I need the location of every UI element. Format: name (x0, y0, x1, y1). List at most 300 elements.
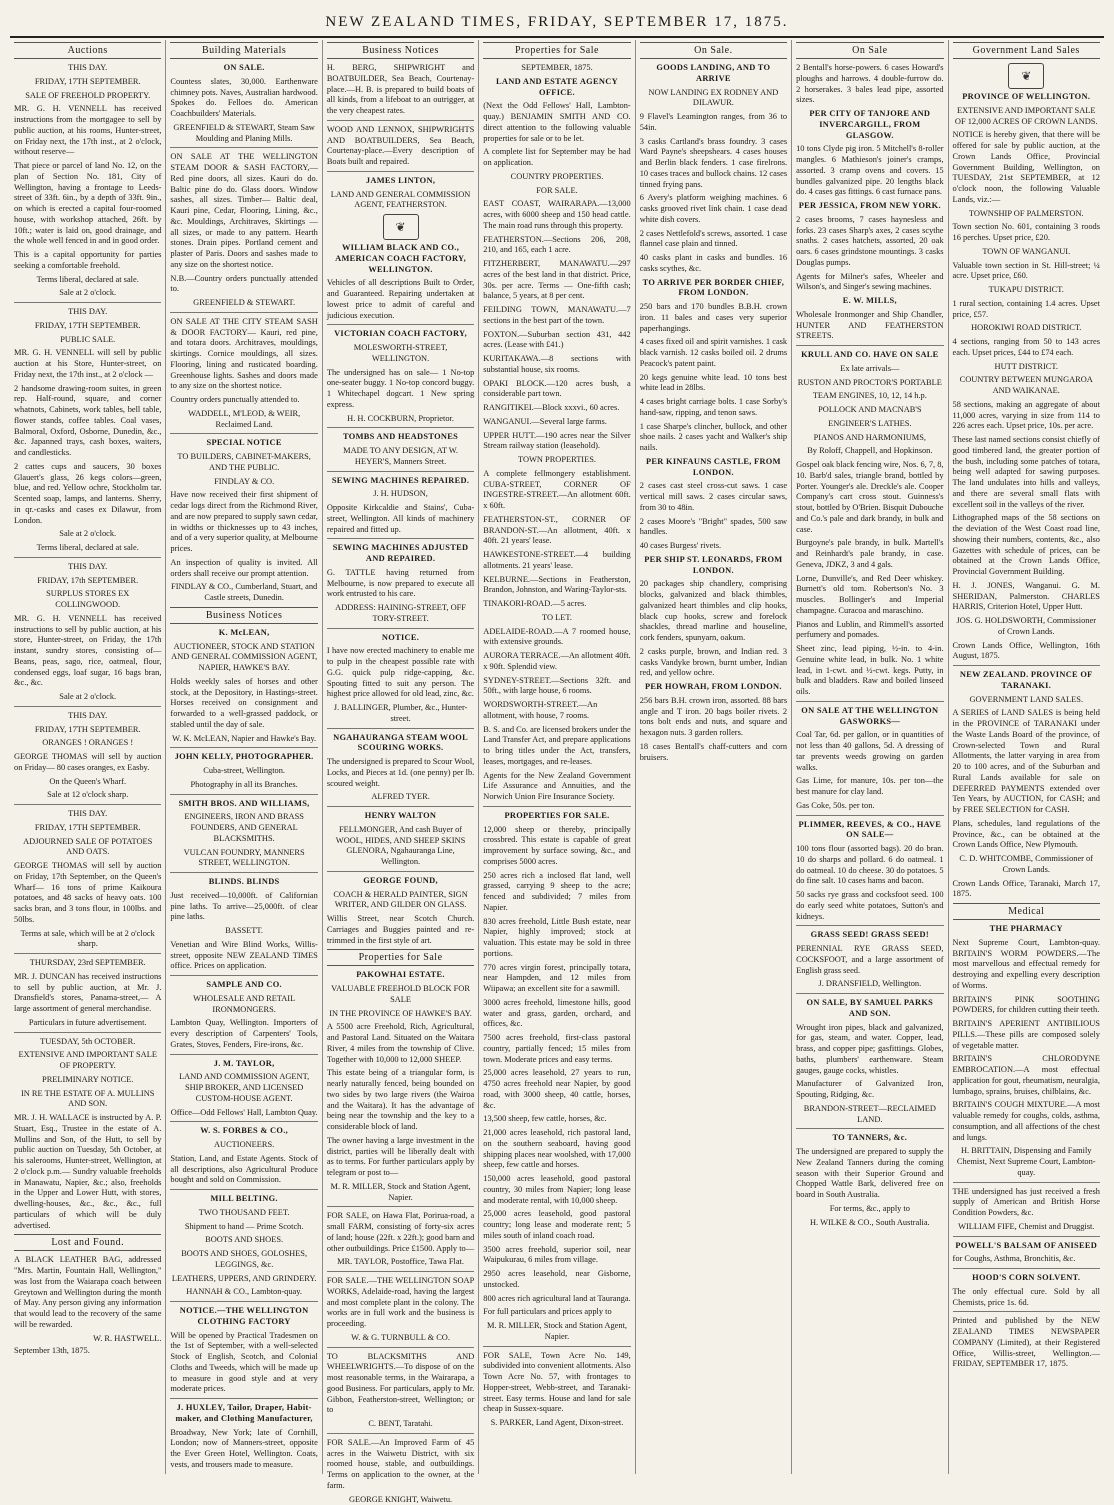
ad-text: PIANOS AND HARMONIUMS, (796, 433, 943, 444)
ad-text: IN RE THE ESTATE OF A. MULLINS AND SON. (14, 1089, 161, 1111)
ad-text: Plans, schedules, land regulations of the Province, &c., can be obtained at the Crown Lands Office, New Plymouth. (953, 819, 1100, 851)
ad-text: Station, Land, and Estate Agents. Stock of all descriptions, also Agricultural Produce bought and sold on Commission. (170, 1154, 317, 1186)
section-heading: Business Notices (170, 607, 317, 624)
ad-text: Country orders punctually attended to. (170, 395, 317, 406)
ad-text: Printed and published by the NEW ZEALAND TIMES NEWSPAPER COMPANY (Limited), at their Registered Office, Willis-street, Wellington.—FRIDAY, SEPTEMBER 17, 1875. (953, 1316, 1100, 1370)
ad-divider (170, 794, 317, 795)
ad-text: Lorne, Dunville's, and Red Deer whiskey. Burnett's old tom. Robertson's No. 3 muscles. Bollinger's and Imperial champagne. Curacoa and maraschino. (796, 574, 943, 617)
ad-text: I have now erected machinery to enable me to pulp in the cheapest possible rate with G.G. quick pulp ridge-capping, &c. Spouting fitted to suit any person. The highest price allowed for old lead, zinc, &c. (327, 646, 474, 700)
ad-heading: BLINDS. BLINDS (170, 877, 317, 888)
ad-text: THIS DAY. (14, 63, 161, 74)
ad-text: PERENNIAL RYE GRASS SEED, COCKSFOOT, and a large assortment of English grass seed. (796, 944, 943, 976)
newspaper-column-6 (792, 40, 948, 1474)
ad-text: BRITAIN'S CHLORODYNE EMBROCATION.—A most effectual application for gout, rheumatism, neuralgia, lumbago, sprains, bruises, chilblains, &c. (953, 1054, 1100, 1097)
ad-text: Crown Lands Office, Taranaki, March 17, 1875. (953, 879, 1100, 901)
ad-heading: PER KINFAUNS CASTLE, FROM LONDON. (640, 457, 787, 479)
ad-divider (483, 1346, 630, 1347)
ad-text: HUTT DISTRICT. (953, 362, 1100, 373)
ad-text: Broadway, New York; late of Cornhill, London; now of Manners-street, opposite the Ever Green Hotel, Wellington. Coats, vests, and trousers made to measure. (170, 1428, 317, 1471)
ad-text: C. D. WHITCOMBE, Commissioner of Crown Lands. (953, 854, 1100, 876)
ad-divider (327, 1271, 474, 1272)
ad-divider (327, 538, 474, 539)
ad-heading: JOHN KELLY, PHOTOGRAPHER. (170, 752, 317, 763)
ad-text: FRIDAY, 17TH SEPTEMBER. (14, 725, 161, 736)
ad-text: EXTENSIVE AND IMPORTANT SALE OF 12,000 ACRES OF CROWN LANDS. (953, 106, 1100, 128)
ad-text: H. H. COCKBURN, Proprietor. (327, 414, 474, 425)
ad-divider (170, 312, 317, 313)
ad-text: KELBURNE.—Sections in Featherston, Brandon, Johnston, and Waring-Taylor-sts. (483, 575, 630, 597)
ad-text: For full particulars and prices apply to (483, 1307, 630, 1318)
ad-text: MOLESWORTH-STREET, WELLINGTON. (327, 343, 474, 365)
ad-text: Willis Street, near Scotch Church. Carriages and Buggies painted and re-trimmed in the first style of art. (327, 914, 474, 946)
ad-text: WILLIAM FIFE, Chemist and Druggist. (953, 1222, 1100, 1233)
ad-text: TOWN OF WANGANUI. (953, 247, 1100, 258)
ad-text: 2 casks purple, brown, and Indian red. 3 casks Vandyke brown, burnt umber, Indian red, and yellow ochre. (640, 647, 787, 679)
ad-text: ADDRESS: HAINING-STREET, OFF TORY-STREET. (327, 603, 474, 625)
ad-text: 7500 acres freehold, first-class pastoral country, partially fenced; 15 miles from town. Moderate prices and easy terms. (483, 1033, 630, 1065)
ad-text: Have now received their first shipment of cedar logs direct from the Richmond River, and are now prepared to supply sawn cedar, in widths or thicknesses up to 43 inches, and of a very superior quality, at Melbourne prices. (170, 490, 317, 555)
ad-heading: LAND AND ESTATE AGENCY OFFICE. (483, 77, 630, 99)
coat-of-arms-icon: ❦ (383, 214, 419, 240)
ad-text: An inspection of quality is invited. All orders shall receive our prompt attention. (170, 558, 317, 580)
ad-text: For terms, &c., apply to (796, 1204, 943, 1215)
ad-text: On the Queen's Wharf. (14, 777, 161, 788)
ad-text: TOWNSHIP OF PALMERSTON. (953, 209, 1100, 220)
ad-heading: GEORGE FOUND, (327, 876, 474, 887)
ad-text: FOR SALE. (483, 186, 630, 197)
ad-divider (796, 1128, 943, 1129)
ad-heading: HOOD'S CORN SOLVENT. (953, 1273, 1100, 1284)
column-container (10, 40, 1104, 1474)
ad-text: FELLMONGER, And cash Buyer of WOOL, HIDES, AND SHEEP SKINS GLENORA, Ngahauranga Line, Wellington. (327, 825, 474, 868)
ad-text: GREENFIELD & STEWART. (170, 298, 317, 309)
ad-heading: PROVINCE OF WELLINGTON. (953, 92, 1100, 103)
ad-divider (170, 1121, 317, 1122)
ad-heading: PER HOWRAH, FROM LONDON. (640, 682, 787, 693)
ad-text: NOW LANDING EX RODNEY AND DILAWUR. (640, 88, 787, 110)
ad-text: AUCTIONEERS. (170, 1140, 317, 1151)
ad-text: MR. TAYLOR, Postoffice, Tawa Flat. (327, 1257, 474, 1268)
ad-text: 2950 acres leasehold, near Gisborne, unstocked. (483, 1269, 630, 1291)
ad-text: 1 case Sharpe's clincher, bullock, and other shoe nails. 2 cases yacht and Walker's ship nails. (640, 422, 787, 454)
ad-text: 9 Flavel's Leamington ranges, from 36 to 54in. (640, 112, 787, 134)
ad-text: 150,000 acres leasehold, good pastoral country, 30 miles from Napier; long lease and moderate rental, with 10,000 sheep. (483, 1174, 630, 1206)
ad-text: M. R. MILLER, Stock and Station Agent, Napier. (483, 1321, 630, 1343)
ad-heading: WILLIAM BLACK AND CO., AMERICAN COACH FACTORY, WELLINGTON. (327, 243, 474, 275)
ad-text: WADDELL, M'LEOD, & WEIR, Reclaimed Land. (170, 409, 317, 431)
ad-text: FRIDAY, 17TH SEPTEMBER. (14, 77, 161, 88)
ad-text: 2 handsome drawing-room suites, in green rep. Half-round, square, and corner whatnots, Cabinets, work tables, bell table, flower stands, coffee tables. Coal vases, Balmoral, Oxford, Osborne, Dunedin, &c., &c. Japanned trays, cash boxes, waiters, and candlesticks. (14, 384, 161, 459)
ad-heading: PAKOWHAI ESTATE. (327, 970, 474, 981)
ad-heading: POWELL'S BALSAM OF ANISEED (953, 1241, 1100, 1252)
ad-text: A SERIES of LAND SALES is being held in the PROVINCE of TARANAKI under the Waste Lands Board of the province, of Crown-selected Town and Rural Allotments, the latter varying in area from 20 to 100 acres, and of the Suburban and Rural Lands available for sale on DEFERRED PAYMENTS extended over Ten Years, by AUCTION, for CASH; and by FREE SELECTION for CASH. (953, 708, 1100, 816)
ad-heading: SMITH BROS. AND WILLIAMS, (170, 799, 317, 810)
ad-heading: J. M. TAYLOR, (170, 1059, 317, 1070)
ad-text: Sale at 2 o'clock. (14, 529, 161, 540)
ad-text: J. DRANSFIELD, Wellington. (796, 979, 943, 990)
ad-text: THIS DAY. (14, 711, 161, 722)
ad-divider (14, 1032, 161, 1033)
newspaper-column-3 (323, 40, 479, 1474)
ad-text: S. PARKER, Land Agent, Dixon-street. (483, 1418, 630, 1429)
ad-heading: E. W. MILLS, (796, 296, 943, 307)
ad-text: 100 tons flour (assorted bags). 20 do bran. 10 do sharps and pollard. 6 do oatmeal. 1 do oatmeal. 10 do cheese. 30 do potatoes. 5 do fine salt. 10 cases hams and bacon. (796, 844, 943, 887)
ad-text: BRITAIN'S PINK SOOTHING POWDERS, for children cutting their teeth. (953, 995, 1100, 1017)
ad-text: NOTICE is hereby given, that there will be offered for sale by public auction, at the Crown Lands Office, Provincial Government Building, Wellington, on TUESDAY, 21st SEPTEMBER, at 12 o'clock noon, the following Valuable Lands, viz.:— (953, 130, 1100, 205)
ad-divider (327, 628, 474, 629)
ad-text: FINDLAY & CO. (170, 477, 317, 488)
ad-text: Burgoyne's pale brandy, in bulk. Martell's and Reinhardt's pale brandy, in case. Geneva, JDKZ, 3 and 4 gals. (796, 538, 943, 570)
ad-heading: NEW ZEALAND. PROVINCE OF TARANAKI. (953, 670, 1100, 692)
ad-text: ALFRED TYER. (327, 792, 474, 803)
ad-heading: TO TANNERS, &c. (796, 1133, 943, 1144)
ad-text: Agents for Milner's safes, Wheeler and Wilson's, and Singer's sewing machines. (796, 272, 943, 294)
ad-heading: TO ARRIVE PER BORDER CHIEF, FROM LONDON. (640, 278, 787, 300)
ad-text: 2 cases Nettlefold's screws, assorted. 1 case flannel case plain and tinned. (640, 229, 787, 251)
ad-text: EXTENSIVE AND IMPORTANT SALE OF PROPERTY. (14, 1050, 161, 1072)
section-heading: On Sale. (640, 42, 787, 59)
ad-text: Sale at 2 o'clock. (14, 692, 161, 703)
ad-text: FRIDAY, 17th SEPTEMBER. (14, 576, 161, 587)
ad-text: BRITAIN'S COUGH MIXTURE.—A most valuable remedy for coughs, colds, asthma, consumption, and all affections of the chest and lungs. (953, 1100, 1100, 1143)
ad-text: MR. G. H. VENNELL has received instructions to sell by public auction, at his store, Hunter-street, on Friday, the 17th instant, sundry stores, consisting of— Beans, peas, sago, rice, oatmeal, flour, condensed eggs, loaf sugar, 16 bags bran, &c., &c. (14, 614, 161, 689)
ad-text: Terms at sale, which will be at 2 o'clock sharp. (14, 929, 161, 951)
ad-text: MR. G. H. VENNELL will sell by public auction at his Store, Hunter-street, on Friday next, the 17th inst., at 2 o'clock — (14, 348, 161, 380)
ad-text: COUNTRY PROPERTIES. (483, 172, 630, 183)
ad-text: AURORA TERRACE.—An allotment 40ft. x 90ft. Splendid view. (483, 651, 630, 673)
ad-text: SALE OF FREEHOLD PROPERTY. (14, 91, 161, 102)
ad-text: J. BALLINGER, Plumber, &c., Hunter-street. (327, 703, 474, 725)
ad-text: Ex late arrivals— (796, 364, 943, 375)
ad-text: OPAKI BLOCK.—120 acres bush, a considerable part town. (483, 379, 630, 401)
ad-text: HOROKIWI ROAD DISTRICT. (953, 323, 1100, 334)
ad-divider (327, 728, 474, 729)
ad-text: GEORGE THOMAS will sell by auction on Friday— 80 cases oranges, ex Easby. (14, 752, 161, 774)
coat-of-arms-icon: ❦ (1008, 63, 1044, 89)
ad-text: These last named sections consist chiefly of good timbered land, the greater portion of the bush, including some patches of totara, being well adapted for sawing purposes. The land undulates into hills and valleys, and there are several small flats with excellent soil in the valleys of the river. (953, 435, 1100, 510)
section-heading: On Sale (796, 42, 943, 59)
ad-divider (327, 120, 474, 121)
ad-text: FOR SALE, Town Acre No. 149, subdivided into convenient allotments. Also Town Acre No. 57, with frontages to Hopper-street, Webb-street, and Taranaki-street. Easy terms. House and land for sale cheap in Sussex-square. (483, 1351, 630, 1416)
ad-text: UPPER HUTT.—190 acres near the Silver Stream railway station (leasehold). (483, 431, 630, 453)
ad-text: MADE TO ANY DESIGN, AT W. HEYER'S, Manners Street. (327, 446, 474, 468)
ad-divider (953, 1311, 1100, 1312)
ad-text: FEILDING TOWN, MANAWATU.—7 sections in the best part of the town. (483, 305, 630, 327)
ad-heading: PER JESSICA, FROM NEW YORK. (796, 201, 943, 212)
ad-text: MR. J. DUNCAN has received instructions to sell by public auction, at Mr. J. Dransfield's stores, Panama-street,— A large assortment of general merchandise. (14, 972, 161, 1015)
ad-divider (483, 806, 630, 807)
ad-text: BASSETT. (170, 926, 317, 937)
ad-heading: ON SALE, BY SAMUEL PARKS AND SON. (796, 998, 943, 1020)
ad-heading: TOMBS AND HEADSTONES (327, 432, 474, 443)
ad-text: Office—Odd Fellows' Hall, Lambton Quay. (170, 1108, 317, 1119)
ad-text: EAST COAST, WAIRARAPA.—13,000 acres, with 6000 sheep and 150 head cattle. The main road runs through this property. (483, 199, 630, 231)
ad-text: Crown Lands Office, Wellington, 16th August, 1875. (953, 641, 1100, 663)
ad-divider (327, 171, 474, 172)
ad-text: This estate being of a triangular form, is nearly naturally fenced, being bounded on two sides by two large rivers (the Wairoa and the Waitara). It has the advantage of being near the township and the key to a considerable block of land. (327, 1068, 474, 1133)
ad-text: FEATHERSTON-ST., CORNER OF BRANDON-ST.—An allotment, 40ft. x 40ft. 21 years' lease. (483, 515, 630, 547)
ad-text: Lithographed maps of the 58 sections on the deviation of the West Coast road line, showing their numbers, contents, &c., also Gazettes with schedule of prices, can be obtained at the Crown Lands Office, Provincial Government Building. (953, 513, 1100, 578)
ad-text: Town section No. 601, containing 3 roods 16 perches. Upset price, £20. (953, 222, 1100, 244)
ad-text: 6 Avery's platform weighing machines. 6 casks grooved rivet link chain. 1 case dead white dish covers. (640, 193, 787, 225)
ad-text: JOS. G. HOLDSWORTH, Commissioner of Crown Lands. (953, 616, 1100, 638)
ad-text: ENGINEERS, IRON AND BRASS FOUNDERS, AND GENERAL BLACKSMITHS. (170, 812, 317, 844)
ad-text: Vehicles of all descriptions Built to Order, and Guaranteed. Repairing undertaken at lowest price to admit of careful and judicious execution. (327, 278, 474, 321)
ad-text: 3500 acres freehold, superior soil, near Waipukurau, 6 miles from village. (483, 1245, 630, 1267)
ad-text: The undersigned are prepared to supply the New Zealand Tanners during the coming season with their Superior Ground and Chopped Wattle Bark, delivered free on board in South Australia. (796, 1147, 943, 1201)
ad-text: Sale at 2 o'clock. (14, 288, 161, 299)
ad-text: Manufacturer of Galvanized Iron, Spouting, Ridging, &c. (796, 1079, 943, 1101)
ad-divider (170, 1054, 317, 1055)
ad-text: GREENFIELD & STEWART, Steam Saw Moulding and Planing Mills. (170, 123, 317, 145)
ad-text: SURPLUS STORES EX COLLINGWOOD. (14, 589, 161, 611)
ad-divider (327, 471, 474, 472)
ad-text: Gas Lime, for manure, 10s. per ton—the best manure for clay land. (796, 776, 943, 798)
ad-text: The undersigned is prepared to Scour Wool, Locks, and Pieces at 1d. (one penny) per lb. scoured weight. (327, 757, 474, 789)
ad-divider (796, 701, 943, 702)
ad-heading: SAMPLE AND CO. (170, 980, 317, 991)
ad-heading: PROPERTIES FOR SALE. (483, 811, 630, 822)
ad-text: September 13th, 1875. (14, 1346, 161, 1357)
newspaper-column-4 (479, 40, 635, 1474)
ad-text: This is a capital opportunity for parties seeking a comfortable freehold. (14, 250, 161, 272)
ad-heading: HENRY WALTON (327, 811, 474, 822)
ad-heading: SEWING MACHINES REPAIRED. (327, 476, 474, 487)
ad-text: GOVERNMENT LAND SALES. (953, 695, 1100, 706)
ad-text: Photography in all its Branches. (170, 780, 317, 791)
ad-text: That piece or parcel of land No. 12, on the plan of Section No. 181, City of Wellington, having a frontage to Leeds-street of 33ft. 6in., by a depth of 33ft. 9in., on which is erected a capital four-roomed house, with workshop attached, 26ft. by 10ft.; water is laid on, good drainage, and the whole well fenced in and in good order. (14, 161, 161, 247)
ad-divider (796, 815, 943, 816)
ad-text: N.B.—Country orders punctually attended to. (170, 274, 317, 296)
ad-heading: NOTICE.—THE WELLINGTON CLOTHING FACTORY (170, 1306, 317, 1328)
ad-text: A 5500 acre Freehold, Rich, Agricultural, and Pastoral Land. Situated on the Waitara River, 4 miles from the township of Clive. Together with 10,000 to 12,000 SHEEP. (327, 1022, 474, 1065)
ad-text: HANNAH & CO., Lambton-quay. (170, 1287, 317, 1298)
ad-divider (327, 427, 474, 428)
ad-text: GEORGE KNIGHT, Waiwetu. (327, 1495, 474, 1505)
ad-divider (14, 557, 161, 558)
ad-text: The only effectual cure. Sold by all Chemists, price 1s. 6d. (953, 1287, 1100, 1309)
ad-text: Just received—10,000ft. of Californian pine laths. To arrive—25,000ft. of clear pine laths. (170, 891, 317, 923)
ad-text: 13,500 sheep, few cattle, horses, &c. (483, 1114, 630, 1125)
ad-text: (Next the Odd Fellows' Hall, Lambton-quay.) BENJAMIN SMITH AND CO. direct attention to the following valuable properties for sale or to be let. (483, 101, 630, 144)
ad-text: By Roloff, Chappell, and Hopkinson. (796, 446, 943, 457)
ad-text: TO BLACKSMITHS AND WHEELWRIGHTS.—To dispose of on the most reasonable terms, in the Wairarapa, a good Business. For particulars, apply to Mr. Gibbon, Featherston-street, Wellington; or to (327, 1352, 474, 1417)
section-heading: Auctions (14, 42, 161, 59)
ad-text: Shipment to hand — Prime Scotch. (170, 1222, 317, 1233)
ad-text: 2 cases Moore's "Bright" spades, 500 saw handles. (640, 517, 787, 539)
ad-text: 4 sections, ranging from 50 to 143 acres each. Upset prices, £44 to £74 each. (953, 337, 1100, 359)
ad-text: ON SALE AT THE CITY STEAM SASH & DOOR FACTORY— Kauri, red pine, and totara doors. Architraves, mouldings, skirtings. Cornice mouldings, all sizes. Flooring, lining and rusticated boarding. Greenhouse lights. Sashes and doors made to any size on the shortest notice. (170, 317, 317, 392)
ad-text: FINDLAY & CO., Cumberland, Stuart, and Castle streets, Dunedin. (170, 582, 317, 604)
section-heading: Medical (953, 903, 1100, 920)
ad-text: COUNTRY BETWEEN MUNGAROA AND WAIKANAE. (953, 375, 1100, 397)
ad-divider (170, 147, 317, 148)
ad-text: PUBLIC SALE. (14, 335, 161, 346)
ad-text: 2 cases brooms, 7 cases haynesless and forks. 23 cases Sharp's axes, 2 cases scythe snaths. 2 cases hatchets, assorted, 20 oak oars. 6 cases grindstone mountings. 3 casks Douglas pumps. (796, 215, 943, 269)
ad-heading: THE PHARMACY (953, 924, 1100, 935)
ad-text: 25,000 acres leasehold, 27 years to run, 4750 acres freehold near Napier, by good road, with 3000 sheep, 40 cattle, horses, &c. (483, 1068, 630, 1111)
ad-text: 2 cattes cups and saucers, 30 boxes Glauert's glass, 26 kegs colors—green, blue, and red. Yellow ochre, Stockholm tar. Scented soap, lamps, and lanterns. Sherry, in qr.-casks and cases ex Dilawur, from London. (14, 462, 161, 527)
ad-text: H. BERG, SHIPWRIGHT and BOATBUILDER, Sea Beach, Courtenay-place.—H. B. is prepared to build boats of all kinds, from a lifeboat to an outrigger, at the very cheapest rates. (327, 63, 474, 117)
ad-text: FOR SALE, on Hawa Flat, Porirua-road, a small FARM, consisting of forty-six acres of land; house (22ft. x 22ft.); good barn and other outbuildings. Price £1500. Apply to— (327, 1211, 474, 1254)
ad-text: THIS DAY. (14, 307, 161, 318)
section-heading: Properties for Sale (483, 42, 630, 59)
ad-text: 20 packages ship chandlery, comprising blocks, galvanized and black thimbles, galvanized heart thimbles and clip hooks, black cup hooks, screw and forelock shackles, thread marline and houseline, cork fenders, spunyarn, oakum. (640, 579, 787, 644)
ad-text: 250 acres rich a inclosed flat land, well grassed, carrying 9 sheep to the acre; fenced and subdivided; 7 miles from Napier. (483, 871, 630, 914)
ad-text: Coal Tar, 6d. per gallon, or in quantities of not less than 40 gallons, 5d. A dressing of tar prevents weeds growing on garden walks. (796, 730, 943, 773)
ad-text: for Coughs, Asthma, Bronchitis, &c. (953, 1254, 1100, 1265)
ad-text: 12,000 sheep or thereby, principally crossbred. This estate is capable of great improvement by surface sowing, &c., and comprises 5000 acres. (483, 825, 630, 868)
newspaper-column-5 (636, 40, 792, 1474)
ad-text: FOR SALE.—THE WELLINGTON SOAP WORKS, Adelaide-road, having the largest and most complete plant in the colony. The works are in full work and the business is proceeding. (327, 1276, 474, 1330)
ad-heading: ON SALE AT THE WELLINGTON GASWORKS— (796, 706, 943, 728)
ad-divider (953, 1268, 1100, 1269)
ad-text: TINAKORI-ROAD.—5 acres. (483, 599, 630, 610)
ad-text: 20 kegs genuine white lead. 10 tons best white lead in 28lbs. (640, 373, 787, 395)
ad-text: HAWKESTONE-STREET.—4 building allotments. 21 years' lease. (483, 550, 630, 572)
ad-text: 18 cases Bentall's chaff-cutters and corn bruisers. (640, 742, 787, 764)
ad-text: PRELIMINARY NOTICE. (14, 1075, 161, 1086)
ad-heading: PLIMMER, REEVES, & CO., HAVE ON SALE— (796, 820, 943, 842)
ad-heading: KRULL AND CO. HAVE ON SALE (796, 350, 943, 361)
ad-text: 10 tons Clyde pig iron. 5 Mitchell's 8-roller mangles. 6 Mathieson's joiner's cramps, assorted. 3 cramp ovens and covers. 15 bundles galvanized pipe. 20 lengths black do. 4 cases gas fittings. 6 cast furnace pans. (796, 144, 943, 198)
ad-heading: J. HUXLEY, Tailor, Draper, Habit-maker, and Clothing Manufacturer, (170, 1403, 317, 1425)
ad-divider (327, 806, 474, 807)
ad-text: Venetian and Wire Blind Works, Willis-street, opposite NEW ZEALAND TIMES office. Prices on application. (170, 940, 317, 972)
ad-text: Lambton Quay, Wellington. Importers of every description of Carpenters' Tools, Grates, Stoves, Fenders, Fire-irons, &c. (170, 1018, 317, 1050)
ad-text: MR. J. H. WALLACE is instructed by A. P. Stuart, Esq., Trustee in the estate of A. Mullins and Son, of the Hutt, to sell by public auction on Tuesday, 5th October, at his salerooms, Hunter-street, Wellington, at 2 o'clock p.m.— Sundry valuable freeholds in Manawatu, Napier, &c.; also, freeholds in the Upper and Lower Hutt, with stores, dwelling-houses, &c., &c., &c., full particulars of which will be duly advertised. (14, 1113, 161, 1231)
ad-text: TO LET. (483, 613, 630, 624)
ad-text: POLLOCK AND MACNAB'S (796, 405, 943, 416)
ad-divider (327, 1206, 474, 1207)
ad-text: 4 cases bright carriage bolts. 1 case Sorby's hand-saw, ripping, and tenon saws. (640, 397, 787, 419)
ad-text: 40 cases Burgess' rivets. (640, 541, 787, 552)
newspaper-column-1 (10, 40, 166, 1474)
ad-text: 830 acres freehold, Little Bush estate, near Napier, highly improved; stock at valuation. This estate may be sold in three portions. (483, 917, 630, 960)
ad-text: BRANDON-STREET—RECLAIMED LAND. (796, 1104, 943, 1126)
ad-text: 21,000 acres leasehold, rich pastoral land, on the southern seaboard, having good shipping places near woolshed, with 17,000 sheep, few cattle and horses. (483, 1128, 630, 1171)
ad-heading: NGAHAURANGA STEAM WOOL SCOURING WORKS. (327, 733, 474, 755)
ad-text: RANGITIKEI.—Block xxxvi., 60 acres. (483, 403, 630, 414)
ad-text: 3 casks Cartland's brass foundry. 3 cases Ward Payne's sheepshears. 4 cases houses and Berlin black fenders. 1 case firelrons. 10 cases traces and bullock chains. 12 cases tinned frying pans. (640, 137, 787, 191)
ad-text: ORANGES ! ORANGES ! (14, 738, 161, 749)
ad-text: H. J. JONES, Wanganui. G. M. SHERIDAN, Palmerston. CHARLES HARRIS, Criterion Hotel, Upper Hutt. (953, 581, 1100, 613)
ad-divider (327, 871, 474, 872)
ad-text: FRIDAY, 17TH SEPTEMBER. (14, 321, 161, 332)
newspaper-column-2 (166, 40, 322, 1474)
ad-text: Terms liberal, declared at sale. (14, 543, 161, 554)
ad-text: A BLACK LEATHER BAG, addressed "Mrs. Martin, Fountain Hall, Wellington," was lost from the Waiarapa coach between Greytown and Wellington during the month of May. Any person giving any information that would lead to the recovery of the same will be rewarded. (14, 1255, 161, 1330)
ad-text: 1 rural section, containing 1.4 acres. Upset price, £57. (953, 299, 1100, 321)
ad-text: FOR SALE.—An Improved Farm of 45 acres in the Waiwetu District, with six roomed house, stable, and outbuildings. Terms on application to the owner, at the farm. (327, 1438, 474, 1492)
ad-text: Terms liberal, declared at sale. (14, 275, 161, 286)
ad-text: Holds weekly sales of horses and other stock, at the Depository, in Hastings-street. Horses received on consignment and forwarded to a well-grassed paddock, or stabled until the day of sale. (170, 677, 317, 731)
ad-text: AUCTIONEER, STOCK AND STATION AND GENERAL COMMISSION AGENT, NAPIER, HAWKE'S BAY. (170, 642, 317, 674)
ad-divider (14, 804, 161, 805)
masthead-title: NEW ZEALAND TIMES, FRIDAY, SEPTEMBER 17, 1875. (325, 14, 788, 31)
ad-text: The owner having a large investment in the district, parties will be liberally dealt with as to terms. For further particulars apply by telegram or post to— (327, 1136, 474, 1179)
ad-text: Sale at 12 o'clock sharp. (14, 790, 161, 801)
ad-text: Particulars in future advertisement. (14, 1018, 161, 1029)
ad-text: SYDNEY-STREET.—Sections 32ft. and 50ft., with large house, 6 rooms. (483, 676, 630, 698)
ad-text: Pianos and Lublin, and Rimmell's assorted perfumery and pomades. (796, 620, 943, 642)
section-heading: Properties for Sale (327, 949, 474, 966)
ad-text: Opposite Kirkcaldie and Stains', Cuba-street, Wellington. All kinds of machinery repaired and fitted up. (327, 503, 474, 535)
ad-divider (170, 975, 317, 976)
ad-heading: ON SALE. (170, 63, 317, 74)
ad-text: A complete list for September may be had on application. (483, 147, 630, 169)
ad-text: BOOTS AND SHOES. (170, 1235, 317, 1246)
ad-text: TOWN PROPERTIES. (483, 455, 630, 466)
ad-text: LAND AND COMMISSION AGENT, SHIP BROKER, AND LICENSED CUSTOM-HOUSE AGENT. (170, 1072, 317, 1104)
ad-text: W. & G. TURNBULL & CO. (327, 1333, 474, 1344)
ad-text: WOOD AND LENNOX, SHIPWRIGHTS AND BOATBUILDERS, Sea Beach, Courtenay-place.—Every description of Boats built and repaired. (327, 125, 474, 168)
ad-divider (170, 747, 317, 748)
ad-text: G. TATTLE having returned from Melbourne, is now prepared to execute all work entrusted to his care. (327, 568, 474, 600)
ad-text: W. K. McLEAN, Napier and Hawke's Bay. (170, 734, 317, 745)
ad-text: KURITAKAWA.—8 sections with substantial house, six rooms. (483, 354, 630, 376)
ad-text: 800 acres rich agricultural land at Tauranga. (483, 1294, 630, 1305)
ad-text: RUSTON AND PROCTOR'S PORTABLE (796, 378, 943, 389)
ad-text: THIS DAY. (14, 562, 161, 573)
ad-text: TWO THOUSAND FEET. (170, 1208, 317, 1219)
ad-text: Agents for the New Zealand Government Life Assurance and Annuities, and the Norwich Union Fire Insurance Society. (483, 771, 630, 803)
ad-text: 770 acres virgin forest, principally totara, near Hampden, and 12 miles from Wiipawa; an excellent site for a sawmill. (483, 963, 630, 995)
ad-heading: PER SHIP ST. LEONARDS, FROM LONDON. (640, 555, 787, 577)
ad-text: ON SALE AT THE WELLINGTON STEAM DOOR & SASH FACTORY,— Red pine doors, all sizes. Kauri do do. Baltic pine do do. Glass doors. Window sashes, all sizes. Timber— Baltic deal, Kauri pine, Cedar, Flooring, Lining, &c., &c. Mouldings, Architraves, Skirtings — all sizes, or made to any pattern. Hearth stones. Drain pipes. Portland cement and plaster of Paris. Doors and sashes made to any size on the shortest notice. (170, 152, 317, 270)
ad-heading: SPECIAL NOTICE (170, 438, 317, 449)
ad-heading: MILL BELTING. (170, 1194, 317, 1205)
ad-heading: VICTORIAN COACH FACTORY, (327, 329, 474, 340)
ad-text: SEPTEMBER, 1875. (483, 63, 630, 74)
ad-divider (170, 1301, 317, 1302)
ad-text: FOXTON.—Suburban section 431, 442 acres. (Lease with £41.) (483, 330, 630, 352)
ad-text: 25,000 acres leasehold, good pastoral country; long lease and moderate rent; 5 miles south of inland coach road. (483, 1209, 630, 1241)
ad-divider (170, 1398, 317, 1399)
ad-text: 256 bars B.H. crown iron, assorted. 88 bars angle and T iron. 20 bags boiler rivets. 2 tons bolt ends and nuts, and square and hexagon nuts. 3 garden rollers. (640, 696, 787, 739)
ad-text: M. R. MILLER, Stock and Station Agent, Napier. (327, 1182, 474, 1204)
ad-text: VULCAN FOUNDRY, MANNERS STREET, WELLINGTON. (170, 848, 317, 870)
ad-text: C. BENT, Taratahi. (327, 1419, 474, 1430)
ad-text: FITZHERBERT, MANAWATU.—297 acres of the best land in that district. Price, 30s. per acre. Terms — One-fifth cash; balance, 5 years, at 8 per cent. (483, 259, 630, 302)
ad-divider (796, 925, 943, 926)
ad-text: GEORGE THOMAS will sell by auction on Friday, 17th September, on the Queen's Wharf— 16 tons of prime Kaikoura potatoes, and 48 sacks of heavy oats. 100 sacks bran, and 3 tons flour, in 100lbs. and 50lbs. (14, 861, 161, 926)
ad-text: THE undersigned has just received a fresh supply of American and British Horse Condition Powders, &c. (953, 1187, 1100, 1219)
ad-text: WANGANUI.—Several large farms. (483, 417, 630, 428)
ad-heading: NOTICE. (327, 633, 474, 644)
ad-text: 50 sacks rye grass and cocksfoot seed. 100 do early seed white potatoes, Sutton's and kidneys. (796, 890, 943, 922)
ad-divider (953, 1182, 1100, 1183)
ad-heading: JAMES LINTON, (327, 176, 474, 187)
ad-text: ADELAIDE-ROAD.—A 7 roomed house, with extensive grounds. (483, 627, 630, 649)
ad-text: FEATHERSTON.—Sections 206, 208, 210, and 165, each 1 acre. (483, 235, 630, 257)
ad-text: BOOTS AND SHOES, GOLOSHES, LEGGINGS, &c. (170, 1249, 317, 1271)
ad-text: TUESDAY, 5th OCTOBER. (14, 1037, 161, 1048)
ad-text: J. H. HUDSON, (327, 489, 474, 500)
ad-text: Will be opened by Practical Tradesmen on the 1st of September, with a well-selected Stock of English, Scotch, and Colonial Cloths and Tweeds, which will be made up to measure in good style and at very moderate prices. (170, 1331, 317, 1396)
ad-text: 40 casks plant in casks and bundles. 16 casks scythes, &c. (640, 253, 787, 275)
ad-text: Wrought iron pipes, black and galvanized, for gas, steam, and water. Copper, lead, brass, and copper pipe; gasfittings. Globes, baths, plumbers' earthenware. Steam gauges, gauge cocks, whistles. (796, 1023, 943, 1077)
ad-text: BRITAIN'S APERIENT ANTIBILIOUS PILLS.—These pills are composed solely of vegetable matter. (953, 1019, 1100, 1051)
ad-divider (327, 1347, 474, 1348)
ad-text: Valuable town section in St. Hill-street; ¼ acre. Upset price, £60. (953, 261, 1100, 283)
ad-text: Gospel oak black fencing wire, Nos. 6, 7, 8, 10. Barb'd sales, triangle brand, bottled by Porter. Younger's ale. Dreckle's ale. Cooper Company's cart cross stout. Guinness's stout, bottled by O'Brien. Bisquit Dubouche and Co.'s pale and dark brandy, in bulk and case. (796, 460, 943, 535)
ad-text: WORDSWORTH-STREET.—An allotment, with house, 7 rooms. (483, 700, 630, 722)
ad-text: WHOLESALE AND RETAIL IRONMONGERS. (170, 994, 317, 1016)
ad-text: THIS DAY. (14, 809, 161, 820)
section-heading: Lost and Found. (14, 1234, 161, 1251)
ad-text: 250 bars and 170 bundles B.B.H. crown iron. 11 bales and cases very superior paperhangings. (640, 302, 787, 334)
